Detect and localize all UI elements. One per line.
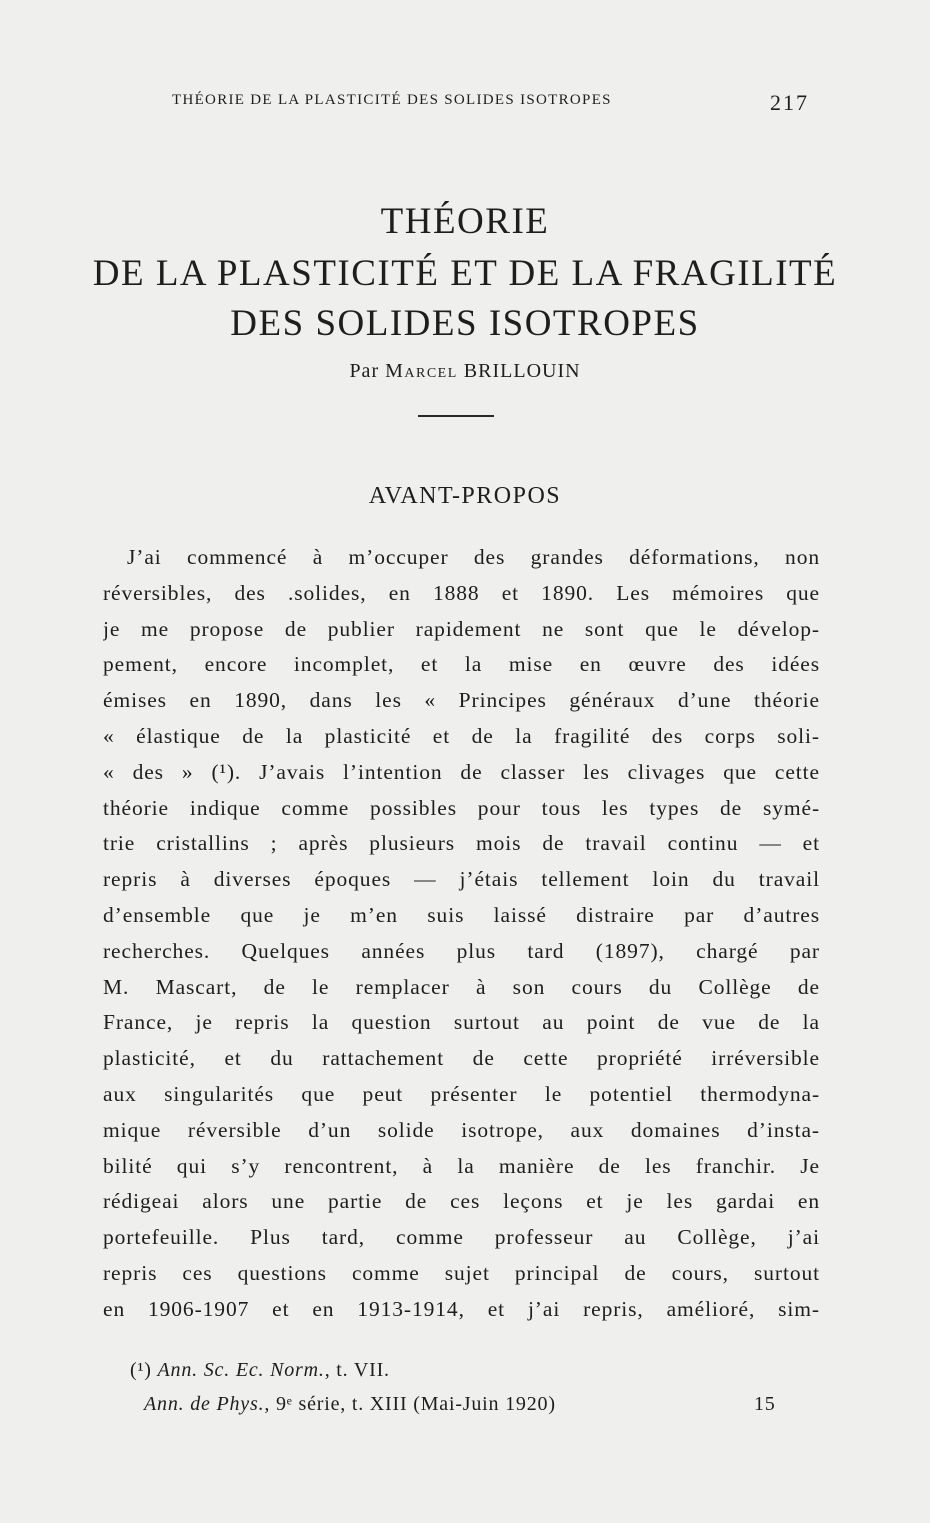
- body-line: pement, encore incomplet, et la mise en œuvre des idées: [103, 652, 820, 677]
- body-line: plasticité, et du rattachement de cette propriété irréversible: [103, 1046, 820, 1071]
- footnote-2: [130, 1387, 780, 1421]
- body-line: repris à diverses époques — j’étais tellement loin du travail: [103, 867, 820, 892]
- byline-prefix: Par: [349, 360, 380, 382]
- footnote-journal: Ann. de Phys.: [144, 1393, 265, 1415]
- footnote-1: [130, 1353, 780, 1387]
- title-rule: [418, 415, 494, 417]
- body-line: en 1906-1907 et en 1913-1914, et j’ai repris, amélioré, sim-: [103, 1296, 820, 1321]
- footnote-journal: Ann. Sc. Ec. Norm.: [157, 1359, 325, 1381]
- title-line-2: DE LA PLASTICITÉ ET DE LA FRAGILITÉ: [92, 253, 838, 294]
- footnote-marker: (¹): [130, 1359, 152, 1381]
- body-line: d’ensemble que je m’en suis laissé distraire par d’autres: [103, 902, 820, 927]
- signature-mark: 15: [754, 1393, 776, 1415]
- section-heading: AVANT-PROPOS: [368, 483, 562, 509]
- byline: [0, 360, 930, 383]
- body-line: trie cristallins ; après plusieurs mois de travail continu — et: [103, 831, 820, 856]
- body-line: M. Mascart, de le remplacer à son cours du Collège de: [103, 974, 820, 999]
- body-line: aux singularités que peut présenter le potentiel thermodyna-: [103, 1081, 820, 1106]
- body-line: « élastique de la plasticité et de la fragilité des corps soli-: [103, 723, 820, 748]
- page-number: 217: [770, 90, 809, 115]
- title-line-3: DES SOLIDES ISOTROPES: [230, 303, 700, 344]
- running-head: THÉORIE DE LA PLASTICITÉ DES SOLIDES ISOTROPES: [172, 92, 612, 108]
- body-text: [103, 540, 820, 1328]
- body-line: mique réversible d’un solide isotrope, aux domaines d’insta-: [103, 1117, 820, 1142]
- body-line: portefeuille. Plus tard, comme professeur au Collège, j’ai: [103, 1225, 820, 1250]
- body-line: rédigeai alors une partie de ces leçons et je les gardai en: [103, 1189, 820, 1214]
- body-line: je me propose de publier rapidement ne sont que le dévelop-: [103, 616, 820, 641]
- title-line-1: THÉORIE: [380, 201, 550, 242]
- footnotes: [130, 1353, 780, 1421]
- author-last-name: BRILLOUIN: [463, 360, 581, 382]
- body-line: J’ai commencé à m’occuper des grandes déformations, non: [127, 545, 820, 569]
- body-line: « des » (¹). J’avais l’intention de classer les clivages que cette: [103, 759, 820, 784]
- body-line: réversibles, des .solides, en 1888 et 1890. Les mémoires que: [103, 580, 820, 605]
- body-line: France, je repris la question surtout au point de vue de la: [103, 1010, 820, 1035]
- body-line: émises en 1890, dans les « Principes généraux d’une théorie: [103, 688, 820, 713]
- body-line: théorie indique comme possibles pour tous les types de symé-: [103, 795, 820, 820]
- body-line: bilité qui s’y rencontrent, à la manière de les franchir. Je: [103, 1153, 820, 1178]
- footnote-reference: , 9ᵉ série, t. XIII (Mai-Juin 1920): [264, 1393, 556, 1415]
- body-line: repris ces questions comme sujet principal de cours, surtout: [103, 1260, 820, 1285]
- author-first-name: Marcel: [385, 360, 458, 382]
- footnote-reference: , t. VII.: [324, 1359, 390, 1381]
- body-line: recherches. Quelques années plus tard (1897), chargé par: [103, 938, 820, 963]
